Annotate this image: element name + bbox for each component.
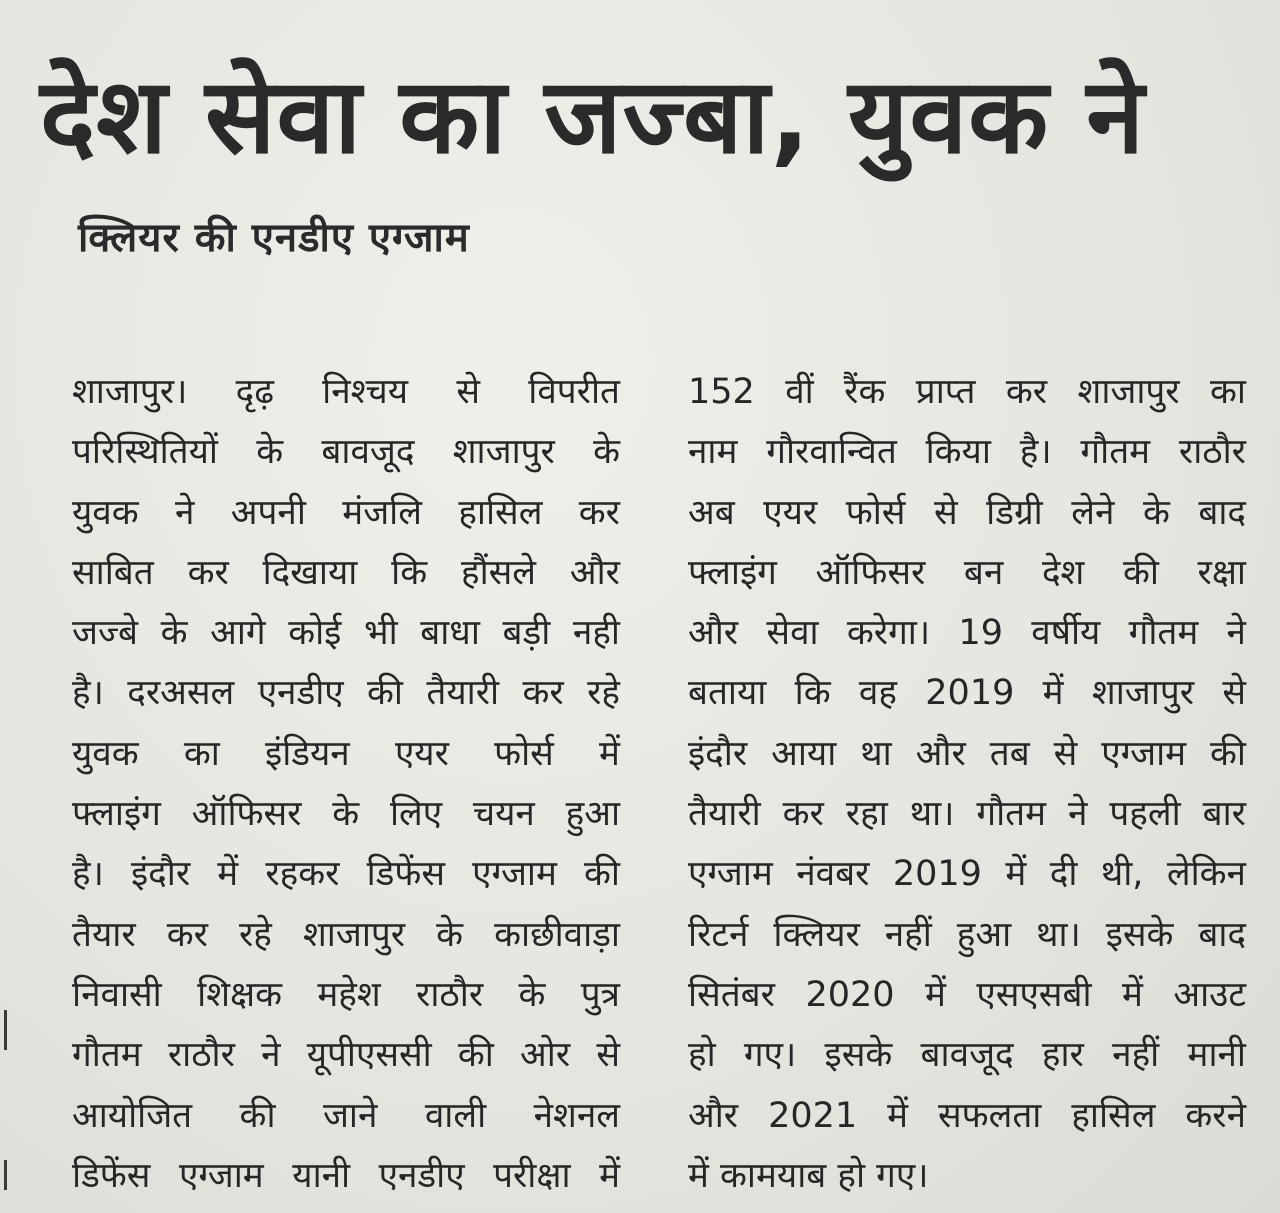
article-line: में कामयाब हो गए।: [688, 1155, 929, 1196]
article-line: शाजापुर। दृढ़ निश्चय से विपरीत: [72, 372, 620, 412]
headline-line-1: देश सेवा का जज्बा, युवक ने: [40, 55, 1146, 177]
article-line: इंदौर आया था और तब से एग्जाम की: [688, 733, 1246, 774]
clipping-edge-mark: [4, 1160, 7, 1190]
article-line: 152 वीं रैंक प्राप्त कर शाजापुर का: [688, 372, 1246, 412]
article-column-left: [72, 362, 620, 1206]
article-line: गौतम राठौर ने यूपीएससी की ओर से: [72, 1035, 620, 1076]
article-line: युवक ने अपनी मंजलि हासिल कर: [72, 492, 620, 533]
article-line: साबित कर दिखाया कि हौंसले और: [72, 552, 620, 593]
article-line: बताया कि वह 2019 में शाजापुर से: [688, 673, 1246, 714]
article-line: परिस्थितियों के बावजूद शाजापुर के: [72, 432, 620, 473]
article-line: फ्लाइंग ऑफिसर बन देश की रक्षा: [688, 552, 1246, 593]
article-line: तैयारी कर रहा था। गौतम ने पहली बार: [688, 794, 1246, 835]
article-line: निवासी शिक्षक महेश राठौर के पुत्र: [72, 974, 620, 1015]
article-line: आयोजित की जाने वाली नेशनल: [72, 1095, 620, 1136]
article-line: अब एयर फोर्स से डिग्री लेने के बाद: [688, 492, 1246, 533]
article-line: है। इंदौर में रहकर डिफेंस एग्जाम की: [72, 854, 620, 895]
article-line: युवक का इंडियन एयर फोर्स में: [72, 733, 620, 774]
article-line: सितंबर 2020 में एसएसबी में आउट: [688, 974, 1246, 1015]
clipping-edge-mark: [4, 1010, 7, 1050]
article-line: एग्जाम नंवबर 2019 में दी थी, लेकिन: [688, 854, 1246, 895]
article-line: और सेवा करेगा। 19 वर्षीय गौतम ने: [688, 613, 1246, 654]
article-line: रिटर्न क्लियर नहीं हुआ था। इसके बाद: [688, 914, 1246, 955]
article-line: फ्लाइंग ऑफिसर के लिए चयन हुआ: [72, 794, 620, 835]
article-line: है। दरअसल एनडीए की तैयारी कर रहे: [72, 673, 620, 714]
article-line: हो गए। इसके बावजूद हार नहीं मानी: [688, 1035, 1246, 1076]
article-line: तैयार कर रहे शाजापुर के काछीवाड़ा: [72, 914, 620, 955]
article-line: जज्बे के आगे कोई भी बाधा बड़ी नही: [72, 613, 620, 654]
article-line: और 2021 में सफलता हासिल करने: [688, 1095, 1246, 1136]
article-column-right: [688, 362, 1246, 1206]
article-line: नाम गौरवान्वित किया है। गौतम राठौर: [688, 432, 1246, 473]
headline-line-2: क्लियर की एनडीए एग्जाम: [78, 215, 470, 261]
article-line: डिफेंस एग्जाम यानी एनडीए परीक्षा में: [72, 1155, 620, 1196]
